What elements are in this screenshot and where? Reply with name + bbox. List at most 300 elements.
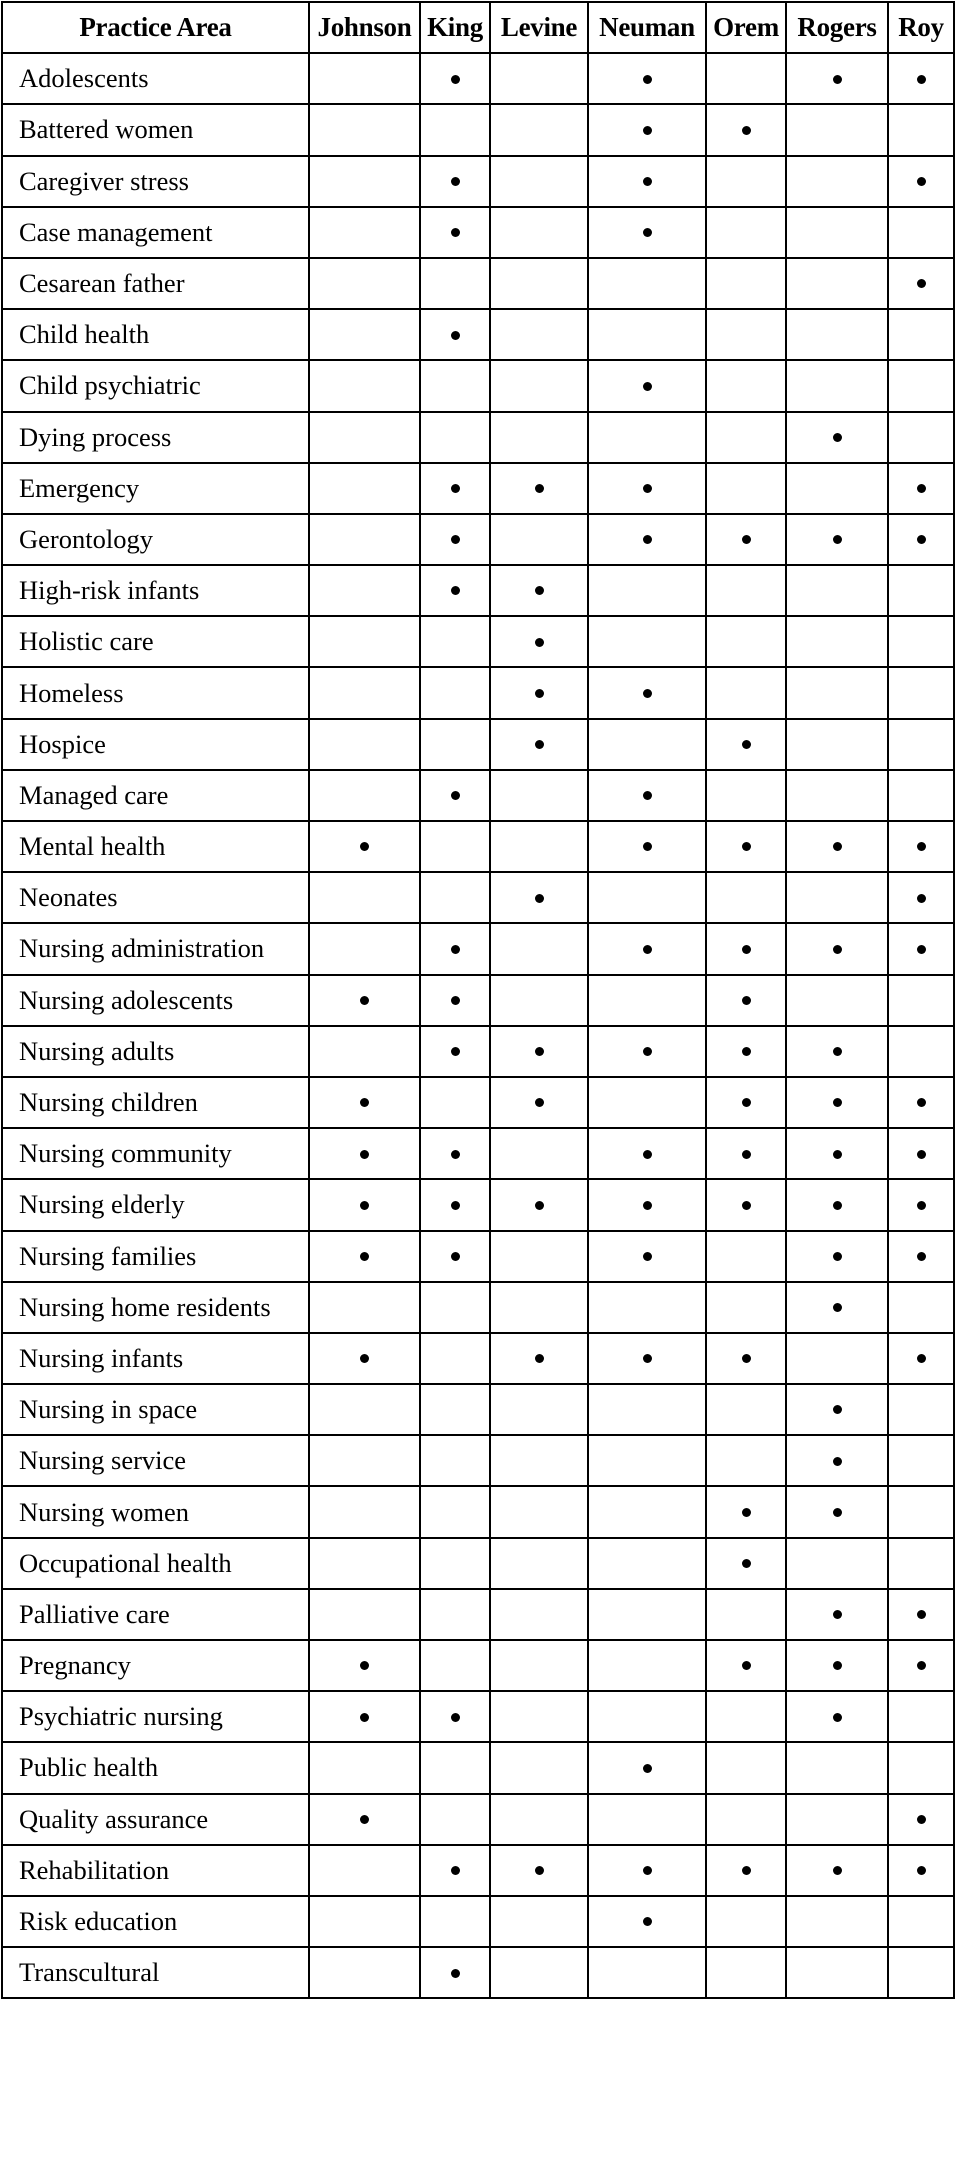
mark-cell-johnson (309, 1742, 420, 1793)
mark-cell-orem (706, 1589, 786, 1640)
mark-cell-levine (490, 1794, 588, 1845)
bullet-icon (742, 945, 751, 954)
bullet-icon (742, 1047, 751, 1056)
practice-area-cell: Dying process (2, 412, 309, 463)
mark-cell-johnson (309, 258, 420, 309)
practice-area-cell: Nursing adults (2, 1026, 309, 1077)
bullet-icon (643, 126, 652, 135)
bullet-icon (742, 1508, 751, 1517)
mark-cell-levine (490, 1128, 588, 1179)
mark-cell-levine (490, 360, 588, 411)
mark-cell-roy (888, 1691, 954, 1742)
practice-area-cell: Nursing adolescents (2, 975, 309, 1026)
mark-cell-roy (888, 104, 954, 155)
bullet-icon (643, 945, 652, 954)
bullet-icon (535, 484, 544, 493)
bullet-icon (917, 1201, 926, 1210)
mark-cell-king (420, 156, 490, 207)
table-row (2, 975, 954, 1026)
mark-cell-roy (888, 360, 954, 411)
mark-cell-rogers (786, 360, 888, 411)
mark-cell-johnson (309, 1077, 420, 1128)
mark-cell-roy (888, 1742, 954, 1793)
bullet-icon (833, 433, 842, 442)
bullet-icon (643, 1150, 652, 1159)
practice-area-cell: High-risk infants (2, 565, 309, 616)
mark-cell-roy (888, 514, 954, 565)
bullet-icon (917, 945, 926, 954)
mark-cell-orem (706, 1026, 786, 1077)
bullet-icon (833, 1252, 842, 1261)
mark-cell-orem (706, 1691, 786, 1742)
table-row (2, 565, 954, 616)
mark-cell-neuman (588, 1333, 706, 1384)
bullet-icon (643, 791, 652, 800)
mark-cell-rogers (786, 923, 888, 974)
mark-cell-levine (490, 1435, 588, 1486)
mark-cell-orem (706, 1742, 786, 1793)
bullet-icon (535, 1201, 544, 1210)
bullet-icon (451, 535, 460, 544)
bullet-icon (451, 1969, 460, 1978)
mark-cell-neuman (588, 360, 706, 411)
bullet-icon (535, 638, 544, 647)
mark-cell-orem (706, 923, 786, 974)
bullet-icon (535, 586, 544, 595)
bullet-icon (643, 177, 652, 186)
bullet-icon (360, 1354, 369, 1363)
bullet-icon (451, 1150, 460, 1159)
mark-cell-king (420, 1128, 490, 1179)
mark-cell-neuman (588, 667, 706, 718)
mark-cell-rogers (786, 1026, 888, 1077)
mark-cell-levine (490, 1589, 588, 1640)
mark-cell-neuman (588, 463, 706, 514)
mark-cell-roy (888, 412, 954, 463)
mark-cell-king (420, 616, 490, 667)
table-row (2, 1742, 954, 1793)
bullet-icon (833, 842, 842, 851)
mark-cell-orem (706, 1947, 786, 1998)
table-row (2, 667, 954, 718)
practice-area-cell: Occupational health (2, 1538, 309, 1589)
mark-cell-rogers (786, 1947, 888, 1998)
header-johnson: Johnson (309, 2, 420, 53)
bullet-icon (451, 75, 460, 84)
mark-cell-orem (706, 872, 786, 923)
table-row (2, 1845, 954, 1896)
table-row (2, 1947, 954, 1998)
practice-area-cell: Pregnancy (2, 1640, 309, 1691)
mark-cell-rogers (786, 1128, 888, 1179)
mark-cell-johnson (309, 1486, 420, 1537)
bullet-icon (360, 1713, 369, 1722)
bullet-icon (833, 1457, 842, 1466)
bullet-icon (535, 1866, 544, 1875)
mark-cell-roy (888, 1794, 954, 1845)
mark-cell-roy (888, 207, 954, 258)
bullet-icon (451, 331, 460, 340)
mark-cell-johnson (309, 1896, 420, 1947)
mark-cell-rogers (786, 309, 888, 360)
mark-cell-johnson (309, 412, 420, 463)
mark-cell-johnson (309, 1435, 420, 1486)
mark-cell-roy (888, 1896, 954, 1947)
bullet-icon (917, 1661, 926, 1670)
bullet-icon (917, 1354, 926, 1363)
bullet-icon (643, 228, 652, 237)
mark-cell-king (420, 207, 490, 258)
bullet-icon (742, 740, 751, 749)
mark-cell-levine (490, 412, 588, 463)
mark-cell-levine (490, 821, 588, 872)
table-row (2, 616, 954, 667)
mark-cell-johnson (309, 975, 420, 1026)
mark-cell-king (420, 1026, 490, 1077)
mark-cell-rogers (786, 104, 888, 155)
mark-cell-rogers (786, 719, 888, 770)
mark-cell-johnson (309, 1179, 420, 1230)
mark-cell-levine (490, 1640, 588, 1691)
practice-area-cell: Nursing in space (2, 1384, 309, 1435)
mark-cell-rogers (786, 616, 888, 667)
bullet-icon (917, 1098, 926, 1107)
bullet-icon (451, 791, 460, 800)
mark-cell-roy (888, 1845, 954, 1896)
mark-cell-rogers (786, 1077, 888, 1128)
mark-cell-orem (706, 1794, 786, 1845)
table-row (2, 1794, 954, 1845)
bullet-icon (742, 1098, 751, 1107)
mark-cell-roy (888, 872, 954, 923)
mark-cell-neuman (588, 1589, 706, 1640)
mark-cell-levine (490, 156, 588, 207)
mark-cell-king (420, 1896, 490, 1947)
mark-cell-neuman (588, 1640, 706, 1691)
mark-cell-levine (490, 1486, 588, 1537)
mark-cell-rogers (786, 1794, 888, 1845)
mark-cell-neuman (588, 1896, 706, 1947)
practice-area-cell: Cesarean father (2, 258, 309, 309)
mark-cell-king (420, 821, 490, 872)
mark-cell-neuman (588, 1231, 706, 1282)
mark-cell-levine (490, 1333, 588, 1384)
mark-cell-levine (490, 309, 588, 360)
bullet-icon (742, 1201, 751, 1210)
mark-cell-levine (490, 53, 588, 104)
mark-cell-orem (706, 360, 786, 411)
mark-cell-neuman (588, 1691, 706, 1742)
mark-cell-levine (490, 1538, 588, 1589)
bullet-icon (451, 484, 460, 493)
mark-cell-johnson (309, 565, 420, 616)
practice-area-cell: Psychiatric nursing (2, 1691, 309, 1742)
mark-cell-rogers (786, 1538, 888, 1589)
mark-cell-orem (706, 1384, 786, 1435)
mark-cell-neuman (588, 1742, 706, 1793)
mark-cell-levine (490, 514, 588, 565)
practice-area-cell: Rehabilitation (2, 1845, 309, 1896)
mark-cell-levine (490, 1231, 588, 1282)
table-row (2, 258, 954, 309)
mark-cell-king (420, 360, 490, 411)
mark-cell-johnson (309, 104, 420, 155)
mark-cell-roy (888, 463, 954, 514)
table-row (2, 1026, 954, 1077)
mark-cell-levine (490, 872, 588, 923)
table-row (2, 412, 954, 463)
bullet-icon (833, 1866, 842, 1875)
mark-cell-orem (706, 975, 786, 1026)
mark-cell-johnson (309, 207, 420, 258)
practice-area-table (1, 1, 955, 1999)
bullet-icon (643, 1201, 652, 1210)
mark-cell-rogers (786, 1282, 888, 1333)
mark-cell-levine (490, 1179, 588, 1230)
practice-area-cell: Managed care (2, 770, 309, 821)
mark-cell-king (420, 258, 490, 309)
mark-cell-rogers (786, 156, 888, 207)
bullet-icon (535, 1354, 544, 1363)
mark-cell-neuman (588, 1538, 706, 1589)
practice-area-cell: Child psychiatric (2, 360, 309, 411)
mark-cell-orem (706, 616, 786, 667)
mark-cell-king (420, 309, 490, 360)
practice-area-cell: Nursing infants (2, 1333, 309, 1384)
bullet-icon (643, 842, 652, 851)
practice-area-cell: Nursing children (2, 1077, 309, 1128)
mark-cell-rogers (786, 1742, 888, 1793)
mark-cell-roy (888, 1947, 954, 1998)
mark-cell-neuman (588, 1077, 706, 1128)
bullet-icon (451, 586, 460, 595)
mark-cell-king (420, 1640, 490, 1691)
mark-cell-levine (490, 719, 588, 770)
bullet-icon (451, 177, 460, 186)
bullet-icon (833, 1661, 842, 1670)
header-neuman: Neuman (588, 2, 706, 53)
mark-cell-orem (706, 156, 786, 207)
mark-cell-king (420, 923, 490, 974)
bullet-icon (917, 1610, 926, 1619)
mark-cell-rogers (786, 975, 888, 1026)
bullet-icon (742, 1661, 751, 1670)
bullet-icon (643, 689, 652, 698)
mark-cell-johnson (309, 1384, 420, 1435)
bullet-icon (917, 535, 926, 544)
bullet-icon (742, 535, 751, 544)
table-row (2, 1538, 954, 1589)
mark-cell-johnson (309, 1845, 420, 1896)
mark-cell-orem (706, 565, 786, 616)
bullet-icon (833, 945, 842, 954)
bullet-icon (535, 894, 544, 903)
mark-cell-johnson (309, 1640, 420, 1691)
table-row (2, 1589, 954, 1640)
bullet-icon (917, 1252, 926, 1261)
bullet-icon (742, 1559, 751, 1568)
mark-cell-king (420, 463, 490, 514)
table-row (2, 514, 954, 565)
mark-cell-roy (888, 156, 954, 207)
mark-cell-roy (888, 565, 954, 616)
mark-cell-orem (706, 1128, 786, 1179)
mark-cell-johnson (309, 156, 420, 207)
bullet-icon (917, 1815, 926, 1824)
mark-cell-levine (490, 1026, 588, 1077)
mark-cell-king (420, 565, 490, 616)
practice-area-cell: Case management (2, 207, 309, 258)
practice-area-cell: Public health (2, 1742, 309, 1793)
mark-cell-johnson (309, 1538, 420, 1589)
mark-cell-roy (888, 309, 954, 360)
bullet-icon (643, 382, 652, 391)
mark-cell-king (420, 1947, 490, 1998)
mark-cell-rogers (786, 1896, 888, 1947)
mark-cell-king (420, 104, 490, 155)
bullet-icon (451, 1866, 460, 1875)
mark-cell-king (420, 872, 490, 923)
mark-cell-johnson (309, 872, 420, 923)
mark-cell-levine (490, 1691, 588, 1742)
bullet-icon (643, 1354, 652, 1363)
bullet-icon (643, 1917, 652, 1926)
mark-cell-roy (888, 975, 954, 1026)
table-row (2, 360, 954, 411)
table-row (2, 719, 954, 770)
bullet-icon (643, 1866, 652, 1875)
mark-cell-johnson (309, 514, 420, 565)
mark-cell-neuman (588, 1486, 706, 1537)
mark-cell-orem (706, 1077, 786, 1128)
practice-area-cell: Battered women (2, 104, 309, 155)
table-row (2, 770, 954, 821)
mark-cell-rogers (786, 565, 888, 616)
mark-cell-neuman (588, 514, 706, 565)
practice-area-cell: Neonates (2, 872, 309, 923)
practice-area-cell: Palliative care (2, 1589, 309, 1640)
mark-cell-king (420, 1538, 490, 1589)
header-orem: Orem (706, 2, 786, 53)
mark-cell-levine (490, 207, 588, 258)
bullet-icon (742, 842, 751, 851)
mark-cell-orem (706, 309, 786, 360)
mark-cell-roy (888, 1640, 954, 1691)
mark-cell-roy (888, 719, 954, 770)
mark-cell-neuman (588, 1026, 706, 1077)
bullet-icon (833, 1508, 842, 1517)
mark-cell-roy (888, 821, 954, 872)
mark-cell-johnson (309, 1947, 420, 1998)
mark-cell-levine (490, 1077, 588, 1128)
mark-cell-roy (888, 1538, 954, 1589)
bullet-icon (742, 126, 751, 135)
mark-cell-roy (888, 1384, 954, 1435)
mark-cell-rogers (786, 53, 888, 104)
bullet-icon (360, 996, 369, 1005)
mark-cell-king (420, 1282, 490, 1333)
bullet-icon (833, 1047, 842, 1056)
bullet-icon (451, 945, 460, 954)
mark-cell-rogers (786, 872, 888, 923)
bullet-icon (360, 1201, 369, 1210)
bullet-icon (643, 535, 652, 544)
table-row (2, 309, 954, 360)
mark-cell-king (420, 1742, 490, 1793)
bullet-icon (535, 1098, 544, 1107)
table-row (2, 872, 954, 923)
mark-cell-roy (888, 1231, 954, 1282)
table-row (2, 1896, 954, 1947)
mark-cell-levine (490, 616, 588, 667)
mark-cell-orem (706, 207, 786, 258)
header-rogers: Rogers (786, 2, 888, 53)
bullet-icon (451, 1201, 460, 1210)
mark-cell-king (420, 1435, 490, 1486)
practice-area-cell: Nursing home residents (2, 1282, 309, 1333)
table-row (2, 1231, 954, 1282)
mark-cell-rogers (786, 514, 888, 565)
mark-cell-johnson (309, 1128, 420, 1179)
mark-cell-johnson (309, 923, 420, 974)
mark-cell-orem (706, 1486, 786, 1537)
bullet-icon (535, 1047, 544, 1056)
bullet-icon (451, 996, 460, 1005)
table-row (2, 1077, 954, 1128)
mark-cell-roy (888, 1077, 954, 1128)
mark-cell-roy (888, 1435, 954, 1486)
mark-cell-johnson (309, 1333, 420, 1384)
mark-cell-rogers (786, 821, 888, 872)
mark-cell-johnson (309, 616, 420, 667)
mark-cell-neuman (588, 1384, 706, 1435)
mark-cell-neuman (588, 156, 706, 207)
bullet-icon (451, 1047, 460, 1056)
table-row (2, 1435, 954, 1486)
mark-cell-roy (888, 616, 954, 667)
bullet-icon (451, 1252, 460, 1261)
bullet-icon (742, 996, 751, 1005)
mark-cell-neuman (588, 770, 706, 821)
header-king: King (420, 2, 490, 53)
mark-cell-johnson (309, 1794, 420, 1845)
header-levine: Levine (490, 2, 588, 53)
mark-cell-roy (888, 1333, 954, 1384)
bullet-icon (535, 740, 544, 749)
bullet-icon (833, 1201, 842, 1210)
mark-cell-neuman (588, 412, 706, 463)
mark-cell-johnson (309, 667, 420, 718)
mark-cell-king (420, 1179, 490, 1230)
mark-cell-rogers (786, 1640, 888, 1691)
mark-cell-king (420, 1231, 490, 1282)
bullet-icon (917, 1150, 926, 1159)
mark-cell-johnson (309, 1026, 420, 1077)
bullet-icon (360, 842, 369, 851)
mark-cell-orem (706, 667, 786, 718)
mark-cell-king (420, 1691, 490, 1742)
mark-cell-orem (706, 258, 786, 309)
mark-cell-neuman (588, 923, 706, 974)
table-body (2, 53, 954, 1998)
mark-cell-johnson (309, 1589, 420, 1640)
practice-area-cell: Transcultural (2, 1947, 309, 1998)
mark-cell-roy (888, 1179, 954, 1230)
mark-cell-rogers (786, 463, 888, 514)
mark-cell-levine (490, 667, 588, 718)
mark-cell-roy (888, 258, 954, 309)
mark-cell-rogers (786, 1231, 888, 1282)
